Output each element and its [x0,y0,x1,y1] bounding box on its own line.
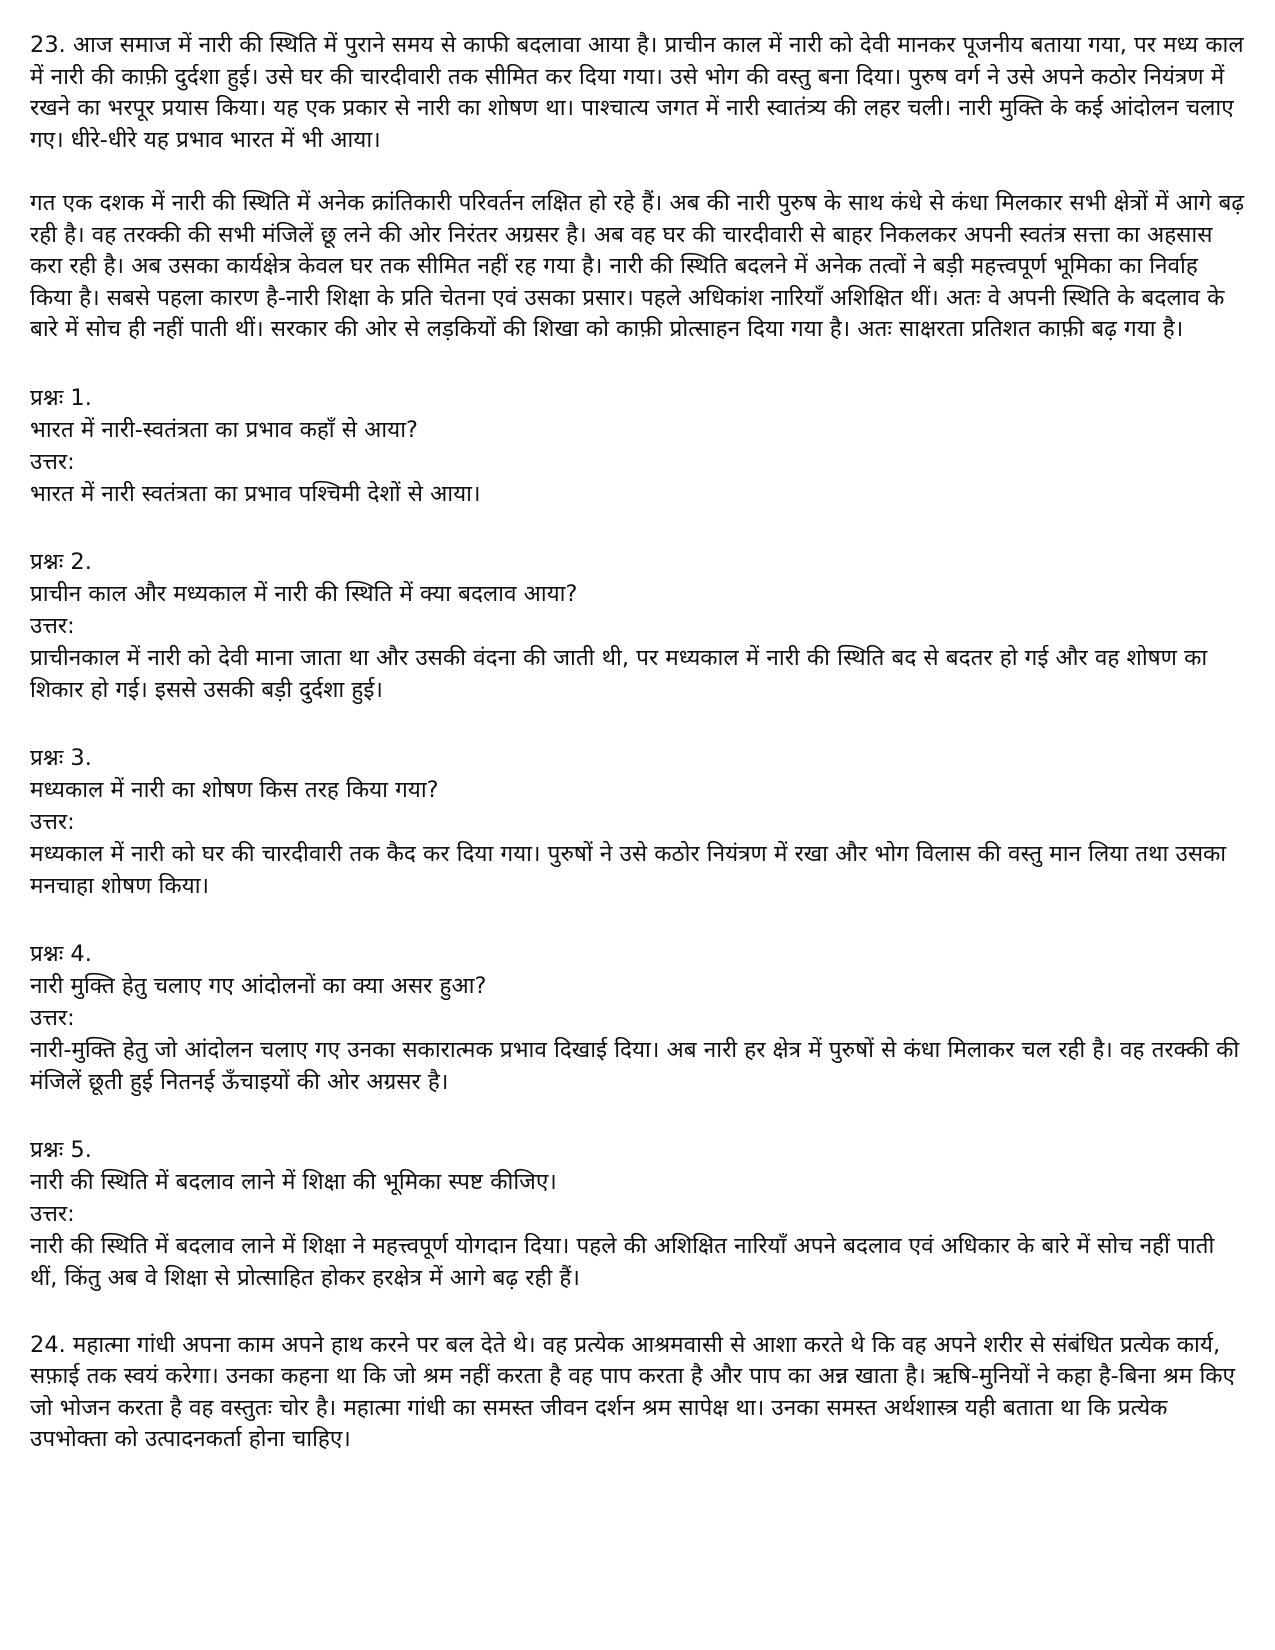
spacer [30,156,1245,188]
spacer [30,346,1245,382]
question-label: प्रश्नः 4. [30,940,92,967]
spacer [30,902,1245,938]
answer-text: नारी की स्थिति में बदलाव लाने में शिक्षा ने महत्त्वपूर्ण योगदान दिया। पहले की अशिक्षित नारियाँ अपने बदलाव एवं अधिकार के बारे में सोच नहीं पाती थीं, किंतु अब वे शिक्षा से प्रोत्साहित होकर हरक्षेत्र में आगे बढ़ रही हैं। [30,1232,1215,1291]
question-label: प्रश्नः 3. [30,744,92,771]
question-block-1 [30,382,1245,510]
answer-label: उत्तर: [30,448,75,475]
question-text: मध्यकाल में नारी का शोषण किस तरह किया गया? [30,776,439,803]
question-block-5 [30,1134,1245,1294]
question-block-2 [30,546,1245,706]
answer-text: प्राचीनकाल में नारी को देवी माना जाता था और उसकी वंदना की जाती थी, पर मध्यकाल में नारी की स्थिति बद से बदतर हो गई और वह शोषण का शिकार हो गई। इससे उसकी बड़ी दुर्दशा हुई। [30,644,1208,703]
spacer [30,1098,1245,1134]
spacer [30,706,1245,742]
answer-label: उत्तर: [30,1200,75,1227]
answer-label: उत्तर: [30,612,75,639]
question-label: प्रश्नः 5. [30,1136,92,1163]
answer-label: उत्तर: [30,1004,75,1031]
question-label: प्रश्नः 1. [30,384,92,411]
question-text: नारी की स्थिति में बदलाव लाने में शिक्षा की भूमिका स्पष्ट कीजिए। [30,1168,557,1195]
question-text: नारी मुक्ति हेतु चलाए गए आंदोलनों का क्या असर हुआ? [30,972,487,999]
answer-label: उत्तर: [30,808,75,835]
question-block-4 [30,938,1245,1098]
question-block-3 [30,742,1245,902]
spacer [30,1294,1245,1330]
passage-23-paragraph-1: 23. आज समाज में नारी की स्थिति में पुराने समय से काफी बदलावा आया है। प्राचीन काल में नारी को देवी मानकर पूजनीय बताया गया, पर मध्य काल में नारी की काफ़ी दुर्दशा हुई। उसे घर की चारदीवारी तक सीमित कर दिया गया। उसे भोग की वस्तु बना दिया। पुरुष वर्ग ने उसे अपने कठोर नियंत्रण में रखने का भरपूर प्रयास किया। यह एक प्रकार से नारी का शोषण था। पाश्चात्य जगत में नारी स्वातंत्र्य की लहर चली। नारी मुक्ति के कई आंदोलन चलाए गए। धीरे-धीरे यह प्रभाव भारत में भी आया। [30,32,1244,153]
question-label: प्रश्नः 2. [30,548,92,575]
document-page [30,30,1245,1456]
question-text: भारत में नारी-स्वतंत्रता का प्रभाव कहाँ से आया? [30,416,418,443]
spacer [30,510,1245,546]
passage-24-paragraph-1: 24. महात्मा गांधी अपना काम अपने हाथ करने पर बल देते थे। वह प्रत्येक आश्रमवासी से आशा करते थे कि वह अपने शरीर से संबंधित प्रत्येक कार्य, सफ़ाई तक स्वयं करेगा। उनका कहना था कि जो श्रम नहीं करता है वह पाप करता है और पाप का अन्न खाता है। ऋषि-मुनियों ने कहा है-बिना श्रम किए जो भोजन करता है वह वस्तुतः चोर है। महात्मा गांधी का समस्त जीवन दर्शन श्रम सापेक्ष था। उनका समस्त अर्थशास्त्र यही बताता था कि प्रत्येक उपभोक्ता को उत्पादनकर्ता होना चाहिए। [30,1331,1235,1452]
answer-text: भारत में नारी स्वतंत्रता का प्रभाव पश्चिमी देशों से आया। [30,480,481,507]
answer-text: नारी-मुक्ति हेतु जो आंदोलन चलाए गए उनका सकारात्मक प्रभाव दिखाई दिया। अब नारी हर क्षेत्र में पुरुषों से कंधा मिलाकर चल रही है। वह तरक्की की मंजिलें छूती हुई नितनई ऊँचाइयों की ओर अग्रसर है। [30,1036,1240,1095]
answer-text: मध्यकाल में नारी को घर की चारदीवारी तक कैद कर दिया गया। पुरुषों ने उसे कठोर नियंत्रण में रखा और भोग विलास की वस्तु मान लिया तथा उसका मनचाहा शोषण किया। [30,840,1227,899]
question-text: प्राचीन काल और मध्यकाल में नारी की स्थिति में क्या बदलाव आया? [30,580,578,607]
passage-23-paragraph-2: गत एक दशक में नारी की स्थिति में अनेक क्रांतिकारी परिवर्तन लक्षित हो रहे हैं। अब की नारी पुरुष के साथ कंधे से कंधा मिलकार सभी क्षेत्रों में आगे बढ़ रही है। वह तरक्की की सभी मंजिलें छू लने की ओर निरंतर अग्रसर है। अब वह घर की चारदीवारी से बाहर निकलकर अपनी स्वतंत्र सत्ता का अहसास करा रही है। अब उसका कार्यक्षेत्र केवल घर तक सीमित नहीं रह गया है। नारी की स्थिति बदलने में अनेक तत्वों ने बड़ी महत्त्वपूर्ण भूमिका का निर्वाह किया है। सबसे पहला कारण है-नारी शिक्षा के प्रति चेतना एवं उसका प्रसार। पहले अधिकांश नारियाँ अशिक्षित थीं। अतः वे अपनी स्थिति के बदलाव के बारे में सोच ही नहीं पाती थीं। सरकार की ओर से लड़कियों की शिखा को काफ़ी प्रोत्साहन दिया गया है। अतः साक्षरता प्रतिशत काफ़ी बढ़ गया है। [30,190,1245,342]
